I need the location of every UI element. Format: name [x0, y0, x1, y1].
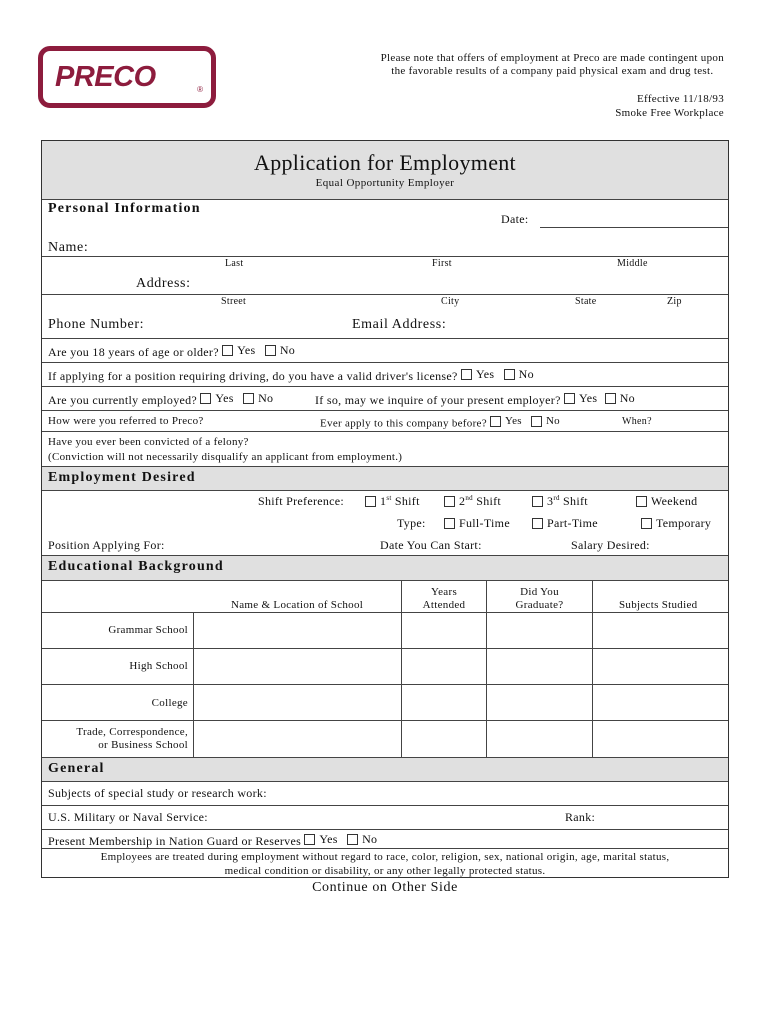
- column-graduate-line1: Did You: [520, 586, 559, 598]
- phone-label: Phone Number:: [48, 317, 145, 332]
- column-school: Name & Location of School: [231, 599, 364, 611]
- inquire-no-checkbox[interactable]: No: [605, 391, 635, 406]
- employed-question-text: Are you currently employed?: [48, 393, 198, 407]
- second-shift-checkbox[interactable]: 2nd Shift: [444, 494, 501, 509]
- guard-no-checkbox[interactable]: No: [347, 832, 377, 847]
- guard-yes-checkbox[interactable]: Yes: [304, 832, 337, 847]
- felony-disclaimer: (Conviction will not necessarily disqualify an applicant from employment.): [48, 451, 403, 463]
- full-time-checkbox[interactable]: Full-Time: [444, 516, 510, 531]
- preco-logo: [38, 46, 216, 108]
- name-first-label: First: [432, 258, 452, 269]
- column-years-line2: Attended: [422, 599, 466, 611]
- employed-no-checkbox[interactable]: No: [243, 391, 273, 406]
- applied-yes-checkbox[interactable]: Yes: [490, 415, 522, 427]
- inquire-question: [315, 391, 635, 408]
- license-question: [48, 367, 534, 384]
- temporary-checkbox[interactable]: Temporary: [641, 516, 711, 531]
- position-label: Position Applying For:: [48, 538, 165, 552]
- name-label: Name:: [48, 240, 89, 255]
- date-field[interactable]: [540, 227, 728, 228]
- phone-field-line[interactable]: [42, 338, 728, 339]
- general-band: [42, 758, 728, 781]
- address-state-label: State: [575, 296, 597, 307]
- type-label: Type:: [397, 516, 426, 530]
- column-years-line1: Years: [430, 586, 458, 598]
- row-grammar-school: Grammar School: [108, 624, 188, 636]
- license-question-text: If applying for a position requiring driving, do you have a valid driver's license?: [48, 369, 458, 383]
- when-label: When?: [622, 416, 652, 427]
- eeo-statement: [42, 850, 728, 878]
- divider: [42, 580, 728, 581]
- name-last-label: Last: [225, 258, 244, 269]
- military-label: U.S. Military or Naval Service:: [48, 810, 208, 824]
- shift-preference-label: Shift Preference:: [258, 494, 345, 508]
- start-date-label: Date You Can Start:: [380, 538, 482, 552]
- special-study-label: Subjects of special study or research work:: [48, 786, 267, 800]
- name-middle-label: Middle: [617, 258, 648, 269]
- grid-line: [42, 612, 728, 613]
- eeo-line-2: medical condition or disability, or any other legally protected status.: [224, 865, 546, 877]
- address-label: Address:: [136, 276, 191, 291]
- column-years-attended: [402, 586, 486, 612]
- first-shift-checkbox[interactable]: 1st Shift: [365, 494, 420, 509]
- salary-label: Salary Desired:: [571, 538, 650, 552]
- column-graduate-line2: Graduate?: [515, 599, 564, 611]
- divider: [42, 805, 728, 806]
- divider: [42, 431, 728, 432]
- divider: [42, 848, 728, 849]
- grid-line: [42, 648, 728, 649]
- divider: [42, 199, 728, 200]
- notice-line-1: Please note that offers of employment at Preco are made contingent upon: [380, 52, 724, 64]
- form-subtitle: Equal Opportunity Employer: [315, 177, 455, 189]
- form-title: Application for Employment: [254, 150, 516, 175]
- name-field-line[interactable]: [42, 256, 728, 257]
- third-shift-checkbox[interactable]: 3rd Shift: [532, 494, 588, 509]
- section-educational-background: Educational Background: [48, 559, 224, 574]
- date-label: Date:: [501, 212, 529, 226]
- divider: [42, 781, 728, 782]
- effective-block: [615, 92, 724, 120]
- address-street-label: Street: [221, 296, 247, 307]
- grid-line: [592, 580, 593, 757]
- referred-question: How were you referred to Preco?: [48, 415, 204, 427]
- grid-line: [42, 684, 728, 685]
- employed-question: [48, 391, 273, 408]
- weekend-checkbox[interactable]: Weekend: [636, 494, 697, 509]
- effective-date: Effective 11/18/93: [637, 93, 724, 105]
- address-field-line[interactable]: [42, 294, 728, 295]
- email-label: Email Address:: [352, 317, 447, 332]
- logo-text: PRECO: [55, 61, 156, 93]
- grid-line: [42, 720, 728, 721]
- divider: [42, 386, 728, 387]
- notice-line-2: the favorable results of a company paid physical exam and drug test.: [391, 65, 714, 77]
- employed-yes-checkbox[interactable]: Yes: [200, 391, 233, 406]
- felony-question: [48, 435, 402, 465]
- row-college: College: [151, 697, 188, 709]
- felony-question-text: Have you ever been convicted of a felony?: [48, 436, 249, 448]
- address-city-label: City: [441, 296, 460, 307]
- continue-note: Continue on Other Side: [312, 880, 458, 895]
- license-no-checkbox[interactable]: No: [504, 367, 534, 382]
- section-personal-information: Personal Information: [48, 201, 201, 216]
- license-yes-checkbox[interactable]: Yes: [461, 367, 494, 382]
- divider: [42, 829, 728, 830]
- smoke-free-note: Smoke Free Workplace: [615, 107, 724, 119]
- divider: [42, 466, 728, 467]
- column-subjects-studied: Subjects Studied: [619, 599, 698, 611]
- applied-question: [320, 415, 560, 430]
- inquire-question-text: If so, may we inquire of your present employer?: [315, 393, 561, 407]
- row-trade-school: [42, 726, 188, 752]
- employment-notice: [381, 52, 724, 78]
- section-employment-desired: Employment Desired: [48, 470, 196, 485]
- column-graduate: [487, 586, 592, 612]
- guard-question: [48, 832, 377, 849]
- age-no-checkbox[interactable]: No: [265, 343, 295, 358]
- age-yes-checkbox[interactable]: Yes: [222, 343, 255, 358]
- guard-question-text: Present Membership in Nation Guard or Reserves: [48, 834, 302, 848]
- section-general: General: [48, 761, 105, 776]
- address-zip-label: Zip: [667, 296, 682, 307]
- divider: [42, 362, 728, 363]
- divider: [42, 490, 728, 491]
- age-question: [48, 343, 295, 360]
- applied-question-text: Ever apply to this company before?: [320, 417, 487, 430]
- row-trade-line2: or Business School: [98, 739, 188, 751]
- eeo-line-1: Employees are treated during employment without regard to race, color, religion, sex, national origin, age, marital status,: [100, 851, 670, 863]
- registered-mark: ®: [197, 85, 203, 94]
- divider: [42, 410, 728, 411]
- age-question-text: Are you 18 years of age or older?: [48, 345, 219, 359]
- rank-label: Rank:: [565, 810, 596, 824]
- part-time-checkbox[interactable]: Part-Time: [532, 516, 598, 531]
- row-trade-line1: Trade, Correspondence,: [76, 726, 188, 738]
- inquire-yes-checkbox[interactable]: Yes: [564, 391, 597, 406]
- applied-no-checkbox[interactable]: No: [531, 415, 560, 427]
- row-high-school: High School: [129, 660, 188, 672]
